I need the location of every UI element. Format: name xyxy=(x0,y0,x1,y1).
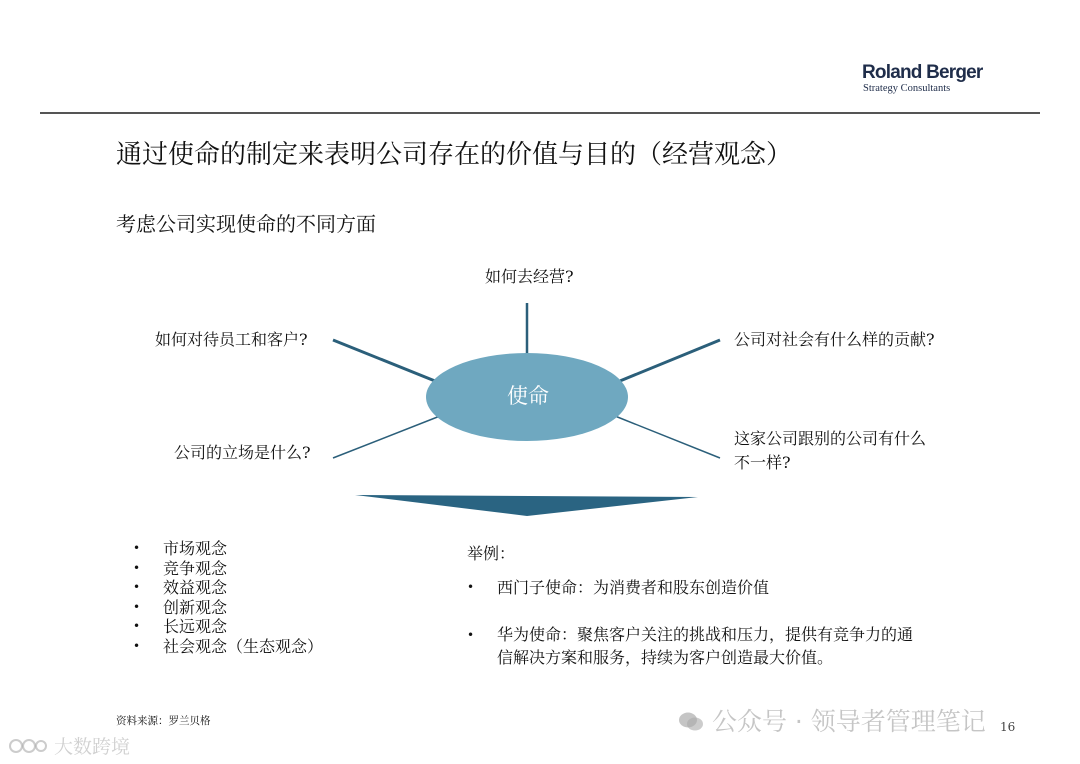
page-subtitle: 考虑公司实现使命的不同方面 xyxy=(116,212,376,236)
example-siemens: 西门子使命：为消费者和股东创造价值 xyxy=(497,578,770,597)
spoke-lower-left xyxy=(333,416,440,458)
list-item: • 长远观念 xyxy=(133,617,228,636)
question-lower-right-line2: 不一样? xyxy=(734,453,791,472)
spoke-lower-right xyxy=(615,416,720,458)
example-bullet: • xyxy=(467,580,475,594)
page-number: 16 xyxy=(1000,720,1016,734)
source-note: 资料来源：罗兰贝格 xyxy=(116,715,211,727)
question-lower-right-line1: 这家公司跟别的公司有什么 xyxy=(734,429,927,448)
question-lower-left: 公司的立场是什么? xyxy=(174,443,311,462)
wechat-icon xyxy=(678,710,704,732)
watermark-wechat: 公众号 · 领导者管理笔记 xyxy=(678,702,986,738)
spoke-upper-left xyxy=(333,340,440,383)
list-item: • 效益观念 xyxy=(133,578,228,597)
list-item: • 创新观念 xyxy=(133,597,228,617)
mission-center-label: 使命 xyxy=(507,384,549,408)
example-huawei-line2: 信解决方案和服务，持续为客户创造最大价值。 xyxy=(497,648,834,667)
examples-heading: 举例： xyxy=(467,544,516,563)
list-item: • 市场观念 xyxy=(133,539,228,558)
page-title: 通过使命的制定来表明公司存在的价值与目的（经营观念） xyxy=(116,140,793,170)
list-item: • 竞争观念 xyxy=(133,558,228,578)
spoke-upper-right xyxy=(615,340,720,383)
question-top: 如何去经营? xyxy=(485,267,574,286)
question-upper-right: 公司对社会有什么样的贡献? xyxy=(734,330,935,349)
example-bullet: • xyxy=(467,628,475,642)
concept-list xyxy=(133,539,324,656)
example-huawei-line1: 华为使命：聚焦客户关注的挑战和压力，提供有竞争力的通 xyxy=(497,625,914,644)
down-chevron xyxy=(355,495,698,516)
watermark-brand: 大数跨境 xyxy=(8,732,130,759)
brand-logo-icon xyxy=(8,737,48,755)
question-upper-left: 如何对待员工和客户? xyxy=(155,330,308,349)
roland-berger-logo: Roland Berger xyxy=(862,62,983,83)
logo-tagline: Strategy Consultants xyxy=(863,83,951,94)
list-item: • 社会观念（生态观念） xyxy=(133,636,324,656)
